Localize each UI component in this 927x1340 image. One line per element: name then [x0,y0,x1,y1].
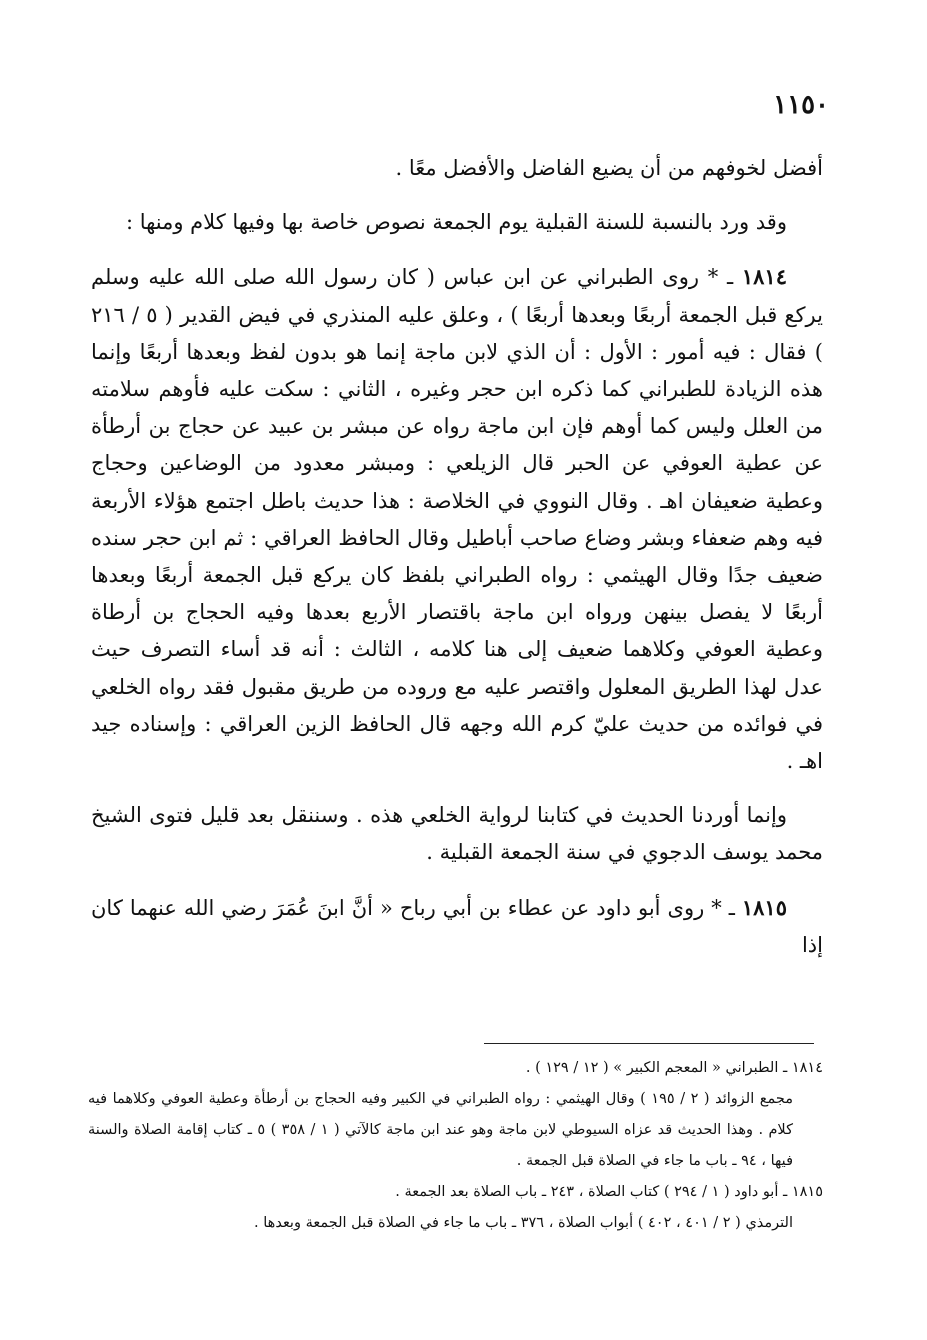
paragraph-note: وإنما أوردنا الحديث في كتابنا لرواية الخلعي هذه . وسننقل بعد قليل فتوى الشيخ محمد يوسف الدجوي في سنة الجمعة القبلية . [91,803,823,865]
footnote-1815-body: الترمذي ( ٢ / ٤٠١ ، ٤٠٢ ) أبواب الصلاة ، ٣٧٦ ـ باب ما جاء في الصلاة قبل الجمعة وبعدها . [254,1215,793,1231]
paragraph-continuation: أفضل لخوفهم من أن يضيع الفاضل والأفضل معًا . [395,156,823,180]
footnote-1815-head: ١٨١٥ ـ أبو داود ( ١ / ٢٩٤ ) كتاب الصلاة ، ٢٤٣ ـ باب الصلاة بعد الجمعة . [395,1184,823,1200]
hadith-text: ـ * روى أبو داود عن عطاء بن أبي رباح « أنَّ ابنَ عُمَرَ رضي الله عنهما كان إذا [91,895,823,957]
paragraph-intro: وقد ورد بالنسبة للسنة القبلية يوم الجمعة نصوص خاصة بها وفيها كلام ومنها : [125,210,787,235]
hadith-number: ١٨١٤ [741,264,787,290]
footnote-1814-body: مجمع الزوائد ( ٢ / ١٩٥ ) وقال الهيثمي : رواه الطبراني في الكبير وفيه الحجاج بن أرطأة وعطية العوفي وكلاهما فيه كلام . وهذا الحديث قد عزاه السيوطي لابن ماجة وهو عند ابن ماجة كالآتي ( ١ / ٣٥٨ ) ٥ ـ كتاب إقامة الصلاة والسنة فيها ، ٩٤ ـ باب ما جاء في الصلاة قبل الجمعة . [88,1091,793,1169]
footnotes [88,1053,823,1239]
main-text [91,150,823,964]
footnote-separator [484,1043,814,1044]
hadith-1815 [91,889,823,964]
hadith-number: ١٨١٥ [741,894,787,920]
footnote-1814-head: ١٨١٤ ـ الطبراني « المعجم الكبير » ( ١٢ / ١٢٩ ) . [525,1060,823,1076]
hadith-text: ـ * روى الطبراني عن ابن عباس ( كان رسول الله صلى الله عليه وسلم يركع قبل الجمعة أربعًا وبعدها أربعًا ) ، وعلق عليه المنذري في فيض القدير ( ٥ / ٢١٦ ) فقال : فيه أمور : الأول : أن الذي لابن ماجة إنما هو بدون لفظ وبعدها أربعًا وإنما هذه الزيادة للطبراني كما ذكره ابن حجر وغيره ، الثاني : سكت عليه فأوهم سلامته من العلل وليس كما أوهم فإن ابن ماجة رواه عن مبشر بن عبيد عن حجاج بن أرطأة عن عطية العوفي عن الحبر قال الزيلعي : ومبشر معدود من الوضاعين وحجاج وعطية ضعيفان اهـ . وقال النووي في الخلاصة : هذا حديث باطل اجتمع هؤلاء الأربعة فيه وهم ضعفاء وبشر وضاع صاحب أباطيل وقال الحافظ العراقي : ثم ابن حجر سنده ضعيف جدًا وقال الهيثمي : رواه الطبراني بلفظ كان يركع قبل الجمعة أربعًا وبعدها أربعًا لا يفصل بينهن ورواه ابن ماجة باقتصار الأربع بعدها وفيه الحجاج بن أرطاة وعطية العوفي وكلاهما ضعيف إلى هنا كلامه ، الثالث : أنه قد أساء التصرف حيث عدل لهذا الطريق المعلول واقتصر عليه مع وروده من طريق مقبول فقد رواه الخلعي في فوائده من حديث عليّ كرم الله وجهه قال الحافظ الزين العراقي : وإسناده جيد اهـ . [91,265,823,774]
page-number: ١١٥٠ [773,90,829,120]
hadith-1814 [91,258,823,780]
